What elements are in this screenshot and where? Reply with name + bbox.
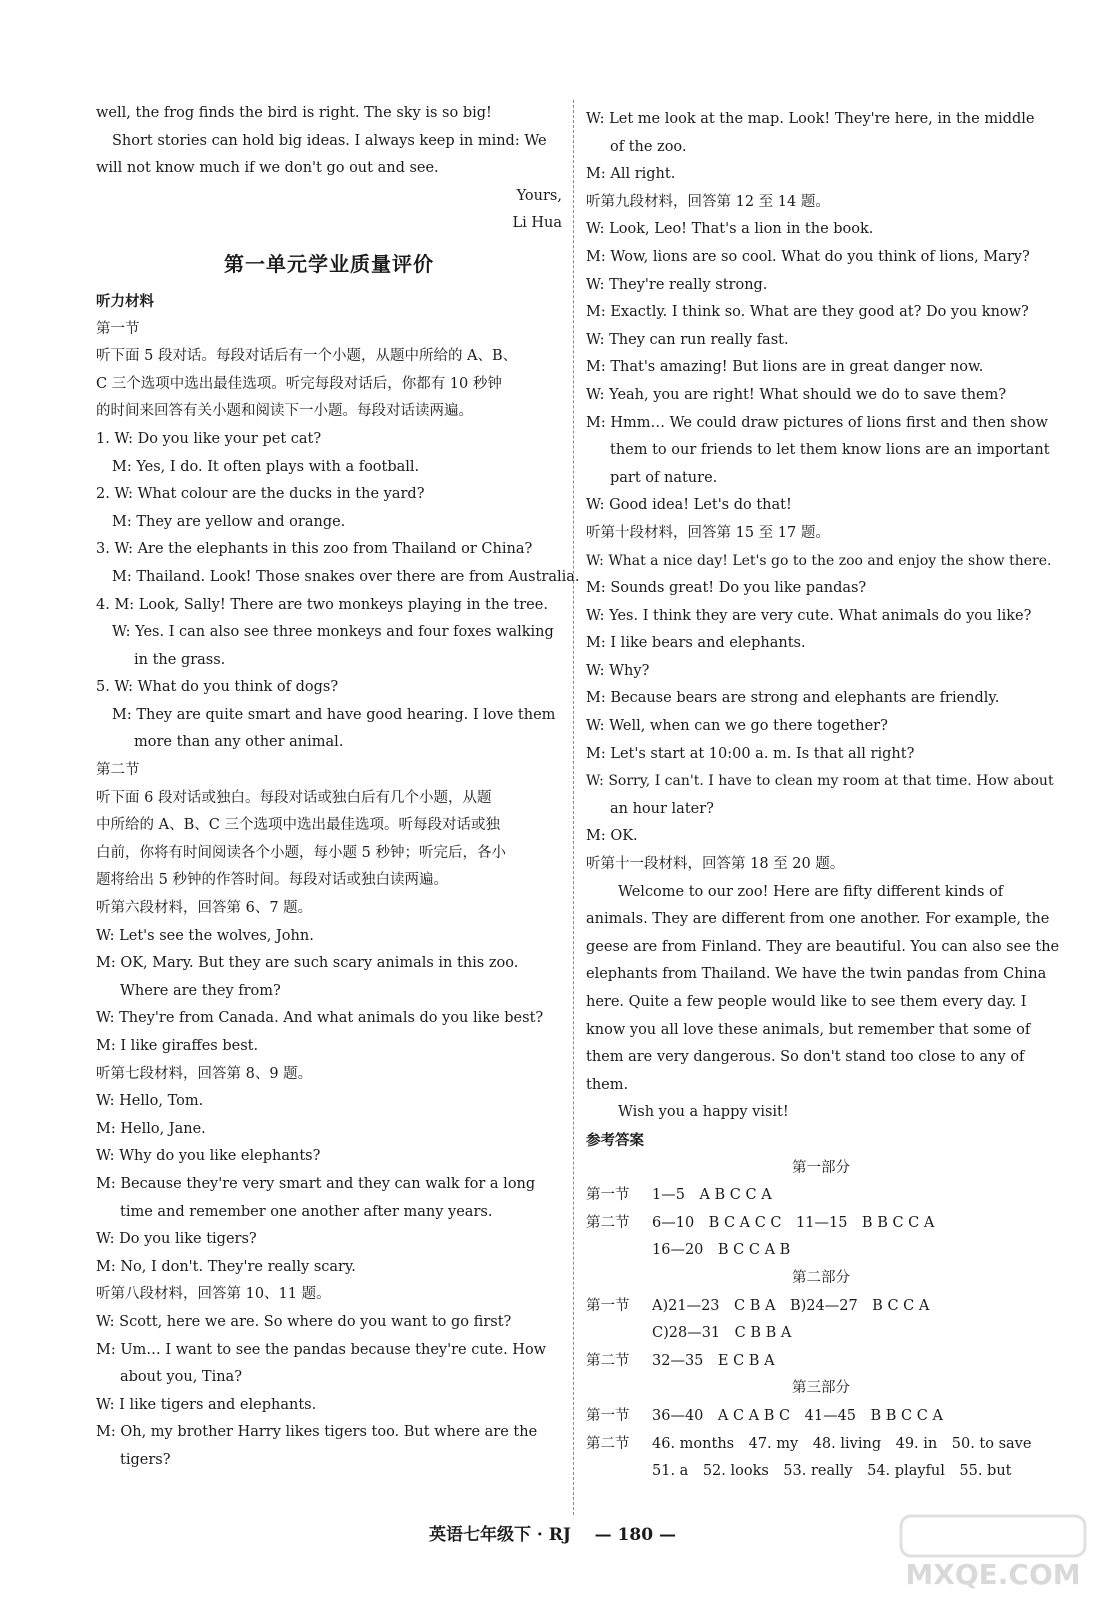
dialogue-line: M: I like bears and elephants. [586,635,806,652]
dialogue-line: W: They're really strong. [586,276,768,293]
dialogue-line: W: Scott, here we are. So where do you want to go first? [96,1313,512,1330]
section-label: 第二节 [96,762,140,779]
answer-row-key [586,1320,652,1348]
dialogue-line: W: Good idea! Let's do that! [586,497,792,514]
dialogue-line: W: I like tigers and elephants. [96,1396,317,1413]
answer-row-key: 第二节 [586,1435,630,1452]
dialogue-line: M: Oh, my brother Harry likes tigers too. But where are the [96,1424,538,1441]
monologue-line: them. [586,1076,629,1093]
material-heading: 听第九段材料，回答第 12 至 14 题。 [586,193,830,210]
answers-heading: 参考答案 [586,1131,644,1149]
instruction-line: 题将给出 5 秒钟的作答时间。每段对话或独白读两遍。 [96,872,448,889]
answer-row [586,1348,1056,1376]
dialogue-line: M: Hmm… We could draw pictures of lions first and then show [586,414,1048,431]
intro-line: well, the frog finds the bird is right. The sky is so big! [96,105,492,121]
material-heading: 听第十一段材料，回答第 18 至 20 题。 [586,856,845,873]
dialogue-line: in the grass. [134,651,226,668]
dialogue-line: M: Yes, I do. It often plays with a football. [112,458,420,475]
answer-row [586,1182,1056,1210]
letter-signature: Li Hua [512,215,562,232]
dialogue-line: M: Um… I want to see the pandas because they're cute. How [96,1341,547,1358]
dialogue-line: M: Sounds great! Do you like pandas? [586,580,867,597]
intro-line: Short stories can hold big ideas. I always keep in mind: We [112,132,547,149]
intro-line: will not know much if we don't go out and see. [96,160,439,177]
letter-closing: Yours, [516,187,562,204]
answer-row-value: 1—5 A B C C A [652,1187,772,1204]
dialogue-line: M: That's amazing! But lions are in great danger now. [586,359,984,376]
dialogue-line: part of nature. [610,469,718,486]
answer-part-title: 第二部分 [792,1269,850,1286]
dialogue-line: W: Well, when can we go there together? [586,718,888,735]
answer-row [586,1403,1056,1431]
dialogue-line: 2. W: What colour are the ducks in the yard? [96,486,425,503]
answer-part-title: 第一部分 [792,1159,850,1176]
instruction-line: 白前，你将有时间阅读各个小题，每小题 5 秒钟；听完后，各小 [96,844,506,861]
answer-row [586,1458,1056,1486]
monologue-line: them are very dangerous. So don't stand too close to any of [586,1049,1025,1066]
answer-row [586,1237,1056,1265]
left-column [96,100,580,1475]
dialogue-line: W: Let's see the wolves, John. [96,927,314,944]
answer-row-key: 第二节 [586,1214,630,1231]
monologue-line: here. Quite a few people would like to see them every day. I [586,994,1027,1010]
watermark-text: MXQE.COM [905,1558,1081,1590]
dialogue-line: 3. W: Are the elephants in this zoo from Thailand or China? [96,541,533,558]
answer-row-value: A)21—23 C B A B)24—27 B C C A [652,1297,930,1314]
dialogue-line: W: Yes. I can also see three monkeys and four foxes walking [112,624,554,641]
dialogue-line: W: Yeah, you are right! What should we do to save them? [586,386,1007,403]
answer-row-value: 46. months 47. my 48. living 49. in 50. to save [652,1435,1032,1452]
unit-title: 第一单元学业质量评价 [224,251,434,276]
dialogue-line: M: Thailand. Look! Those snakes over there are from Australia. [112,568,580,585]
answer-row-key: 第一节 [586,1407,630,1424]
dialogue-line: M: Let's start at 10:00 a. m. Is that all right? [586,745,915,762]
monologue-line: animals. They are different from one another. For example, the [586,911,1050,928]
watermark-logo [893,1512,1093,1590]
answer-row-value: C)28—31 C B B A [652,1325,792,1342]
answer-row-value: 32—35 E C B A [652,1352,775,1369]
answer-row [586,1293,1056,1321]
section-label: 第一节 [96,320,140,337]
dialogue-line: them to our friends to let them know lions are an important [610,442,1050,459]
right-column [586,106,1060,1486]
dialogue-line: M: Wow, lions are so cool. What do you think of lions, Mary? [586,248,1030,265]
monologue-line: know you all love these animals, but remember that some of [586,1021,1031,1038]
dialogue-line: 1. W: Do you like your pet cat? [96,430,322,447]
dialogue-line: of the zoo. [610,138,687,155]
dialogue-line: 5. W: What do you think of dogs? [96,679,339,696]
answer-row-key: 第一节 [586,1297,630,1314]
dialogue-line: W: Sorry, I can't. I have to clean my room at that time. How about [586,773,1054,790]
answer-row-value: 16—20 B C C A B [652,1242,791,1259]
dialogue-line: tigers? [120,1451,171,1468]
answer-row [586,1210,1056,1238]
dialogue-line: M: OK, Mary. But they are such scary animals in this zoo. [96,955,519,972]
dialogue-line: W: They're from Canada. And what animals do you like best? [96,1010,544,1027]
monologue-line: elephants from Thailand. We have the twin pandas from China [586,966,1047,983]
instruction-line: 的时间来回答有关小题和阅读下一小题。每段对话读两遍。 [96,403,473,420]
answer-part-title: 第三部分 [792,1380,850,1397]
dialogue-line: M: Exactly. I think so. What are they good at? Do you know? [586,304,1029,321]
footer-subject: 英语七年级下 · RJ [429,1525,571,1545]
answer-row [586,1431,1056,1459]
material-heading: 听第八段材料，回答第 10、11 题。 [96,1286,331,1303]
dialogue-line: M: Because bears are strong and elephants are friendly. [586,690,1000,707]
dialogue-line: M: They are quite smart and have good hearing. I love them [112,706,556,723]
dialogue-line: W: Why do you like elephants? [96,1148,321,1165]
material-heading: 听第六段材料，回答第 6、7 题。 [96,900,313,917]
dialogue-line: W: Let me look at the map. Look! They're here, in the middle [586,111,1035,127]
instruction-line: 听下面 5 段对话。每段对话后有一个小题，从题中所给的 A、B、 [96,348,518,365]
dialogue-line: W: They can run really fast. [586,331,789,348]
answer-row [586,1320,1056,1348]
dialogue-line: more than any other animal. [134,734,344,751]
dialogue-line: M: I like giraffes best. [96,1038,259,1054]
listening-heading: 听力材料 [96,292,154,310]
dialogue-line: M: OK. [586,828,638,845]
instruction-line: 中所给的 A、B、C 三个选项中选出最佳选项。听每段对话或独 [96,817,500,834]
dialogue-line: M: All right. [586,166,676,183]
dialogue-line: M: They are yellow and orange. [112,513,346,530]
material-heading: 听第七段材料，回答第 8、9 题。 [96,1065,313,1082]
dialogue-line: about you, Tina? [120,1369,242,1386]
instruction-line: 听下面 6 段对话或独白。每段对话或独白后有几个小题，从题 [96,789,492,806]
dialogue-line: W: What a nice day! Let's go to the zoo and enjoy the show there. [586,552,1052,569]
answer-row-value: 51. a 52. looks 53. really 54. playful 55. but [652,1463,1012,1480]
dialogue-line: M: Hello, Jane. [96,1120,206,1137]
answer-row-key: 第二节 [586,1352,630,1369]
dialogue-line: 4. M: Look, Sally! There are two monkeys playing in the tree. [96,596,548,613]
dialogue-line: M: No, I don't. They're really scary. [96,1258,356,1275]
dialogue-line: W: Look, Leo! That's a lion in the book. [586,221,874,238]
answer-row-key [586,1237,652,1265]
dialogue-line: an hour later? [610,800,714,817]
dialogue-line: W: Yes. I think they are very cute. What animals do you like? [586,607,1032,624]
dialogue-line: M: Because they're very smart and they can walk for a long [96,1175,536,1192]
answer-row-key [586,1458,652,1486]
instruction-line: C 三个选项中选出最佳选项。听完每段对话后，你都有 10 秒钟 [96,375,502,392]
monologue-line: Wish you a happy visit! [618,1104,789,1121]
dialogue-line: time and remember one another after many years. [120,1203,493,1220]
dialogue-line: Where are they from? [120,982,281,999]
material-heading: 听第十段材料，回答第 15 至 17 题。 [586,524,830,541]
page-number: — 180 — [594,1525,676,1545]
dialogue-line: W: Do you like tigers? [96,1231,257,1248]
answer-row-value: 6—10 B C A C C 11—15 B B C C A [652,1214,935,1231]
monologue-line: Welcome to our zoo! Here are fifty different kinds of [618,883,1004,900]
column-divider [573,100,574,1515]
answer-row-value: 36—40 A C A B C 41—45 B B C C A [652,1407,943,1424]
dialogue-line: W: Why? [586,662,650,679]
dialogue-line: W: Hello, Tom. [96,1093,204,1110]
answer-row-key: 第一节 [586,1187,630,1204]
monologue-line: geese are from Finland. They are beautiful. You can also see the [586,938,1060,955]
